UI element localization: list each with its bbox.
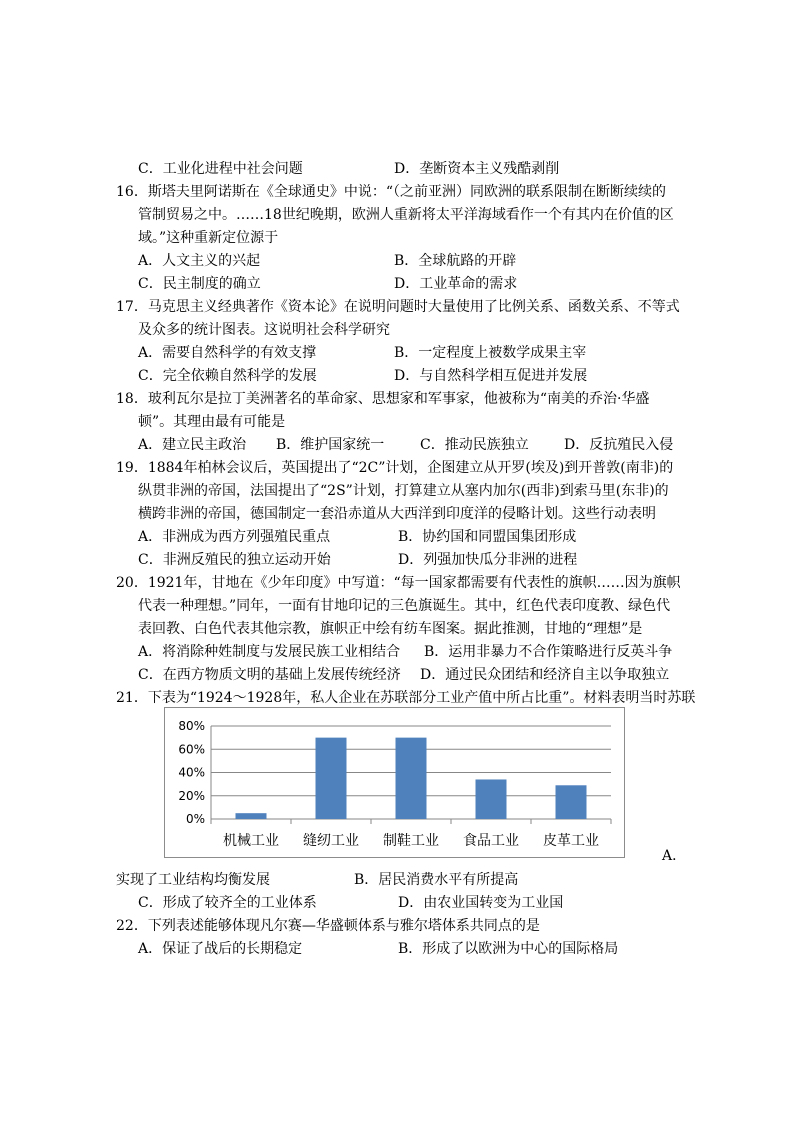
y-tick-label: 40% [178, 765, 205, 780]
q20-stem-line-2: 代表一种理想。”同年，一面有甘地印记的三色旗诞生。其中，红色代表印度教、绿色代 [138, 598, 671, 614]
q18-stem-line-2: 顿”。其理由最有可能是 [138, 414, 286, 430]
bar-5 [556, 785, 587, 819]
q17-option-d: D．与自然科学相互促进并发展 [394, 368, 588, 384]
q21-stem: 21．下表为“1924～1928年，私人企业在苏联部分工业产值中所占比重”。材料表明当时苏联 [116, 690, 696, 706]
q18-stem-line-1: 18．玻利瓦尔是拉丁美洲著名的革命家、思想家和军事家，他被称为“南美的乔治·华盛 [116, 391, 650, 407]
q16-stem-line-1: 16．斯塔夫里阿诺斯在《全球通史》中说：“（之前亚洲）同欧洲的联系限制在断断续续的 [116, 184, 666, 200]
q16-option-a: A．人文主义的兴起 [138, 253, 261, 269]
q17-stem-line-2: 及众多的统计图表。这说明社会科学研究 [138, 322, 390, 338]
y-tick-label: 0% [185, 812, 205, 826]
q21-option-c: C．形成了较齐全的工业体系 [138, 895, 317, 911]
q19-option-d: D．列强加快瓜分非洲的进程 [398, 552, 578, 568]
x-category-label: 食品工业 [463, 833, 519, 849]
bar-3 [396, 738, 427, 819]
q17-option-c: C．完全依赖自然科学的发展 [138, 368, 317, 384]
q17-option-a: A．需要自然科学的有效支撑 [138, 345, 317, 361]
q22-option-b: B．形成了以欧洲为中心的国际格局 [398, 941, 619, 957]
y-tick-label: 60% [178, 742, 205, 757]
q20-option-d: D．通过民众团结和经济自主以争取独立 [420, 667, 670, 683]
q20-stem-line-3: 表回教、白色代表其他宗教，旗帜正中绘有纺车图案。据此推测，甘地的“理想”是 [138, 621, 643, 637]
q17-option-b: B．一定程度上被数学成果主宰 [394, 345, 587, 361]
q20-stem-line-1: 20．1921年，甘地在《少年印度》中写道：“每一国家都需要有代表性的旗帜……因为旗帜 [116, 575, 681, 591]
q19-option-c: C．非洲反殖民的独立运动开始 [138, 552, 331, 568]
x-category-label: 制鞋工业 [383, 833, 439, 849]
x-category-label: 缝纫工业 [303, 833, 359, 849]
q21-option-d: D．由农业国转变为工业国 [398, 895, 564, 911]
q21-option-a-text: 实现了工业结构均衡发展 [116, 872, 270, 888]
q18-option-d: D．反抗殖民入侵 [564, 437, 674, 453]
q22-stem: 22．下列表述能够体现凡尔赛—华盛顿体系与雅尔塔体系共同点的是 [116, 918, 540, 934]
q18-option-a: A．建立民主政治 [138, 437, 247, 453]
q16-stem-line-3: 域。”这种重新定位源于 [138, 230, 279, 246]
q19-option-b: B．协约国和同盟国集团形成 [398, 529, 577, 545]
q17-stem-line-1: 17．马克思主义经典著作《资本论》在说明问题时大量使用了比例关系、函数关系、不等式 [116, 299, 680, 315]
bar-4 [476, 779, 507, 819]
q18-option-c: C．推动民族独立 [420, 437, 529, 453]
q16-option-c: C．民主制度的确立 [138, 276, 261, 292]
q15-option-d: D．垄断资本主义残酷剥削 [394, 161, 560, 177]
q20-option-b: B．运用非暴力不合作策略进行反英斗争 [424, 644, 673, 660]
bar-1 [236, 813, 267, 819]
q16-option-d: D．工业革命的需求 [394, 276, 518, 292]
q21-option-a-letter: A． [662, 848, 687, 864]
q16-stem-line-2: 管制贸易之中。……18世纪晚期，欧洲人重新将太平洋海域看作一个有其内在价值的区 [138, 207, 674, 223]
q20-option-a: A．将消除种姓制度与发展民族工业相结合 [138, 644, 401, 660]
x-category-label: 机械工业 [223, 833, 279, 849]
x-category-label: 皮革工业 [543, 833, 599, 849]
q19-option-a: A．非洲成为西方列强殖民重点 [138, 529, 331, 545]
y-tick-label: 80% [178, 719, 205, 733]
q22-option-a: A．保证了战后的长期稳定 [138, 941, 303, 957]
y-tick-label: 20% [178, 788, 205, 803]
q19-stem-line-3: 横跨非洲的帝国，德国制定一套沿赤道从大西洋到印度洋的侵略计划。这些行动表明 [138, 506, 656, 522]
bar-2 [316, 738, 347, 819]
q21-option-b: B．居民消费水平有所提高 [354, 872, 519, 888]
q18-option-b: B．维护国家统一 [276, 437, 385, 453]
industry-share-chart [164, 707, 625, 858]
q16-option-b: B．全球航路的开辟 [394, 253, 517, 269]
bar-chart-svg [165, 708, 624, 857]
q19-stem-line-2: 纵贯非洲的帝国，法国提出了“2S”计划，打算建立从塞内加尔(西非)到索马里(东非)的 [138, 483, 669, 499]
q19-stem-line-1: 19．1884年柏林会议后，英国提出了“2C”计划，企图建立从开罗(埃及)到开普敦(南非)的 [116, 460, 674, 476]
q15-option-c: C．工业化进程中社会问题 [138, 161, 303, 177]
q20-option-c: C．在西方物质文明的基础上发展传统经济 [138, 667, 401, 683]
